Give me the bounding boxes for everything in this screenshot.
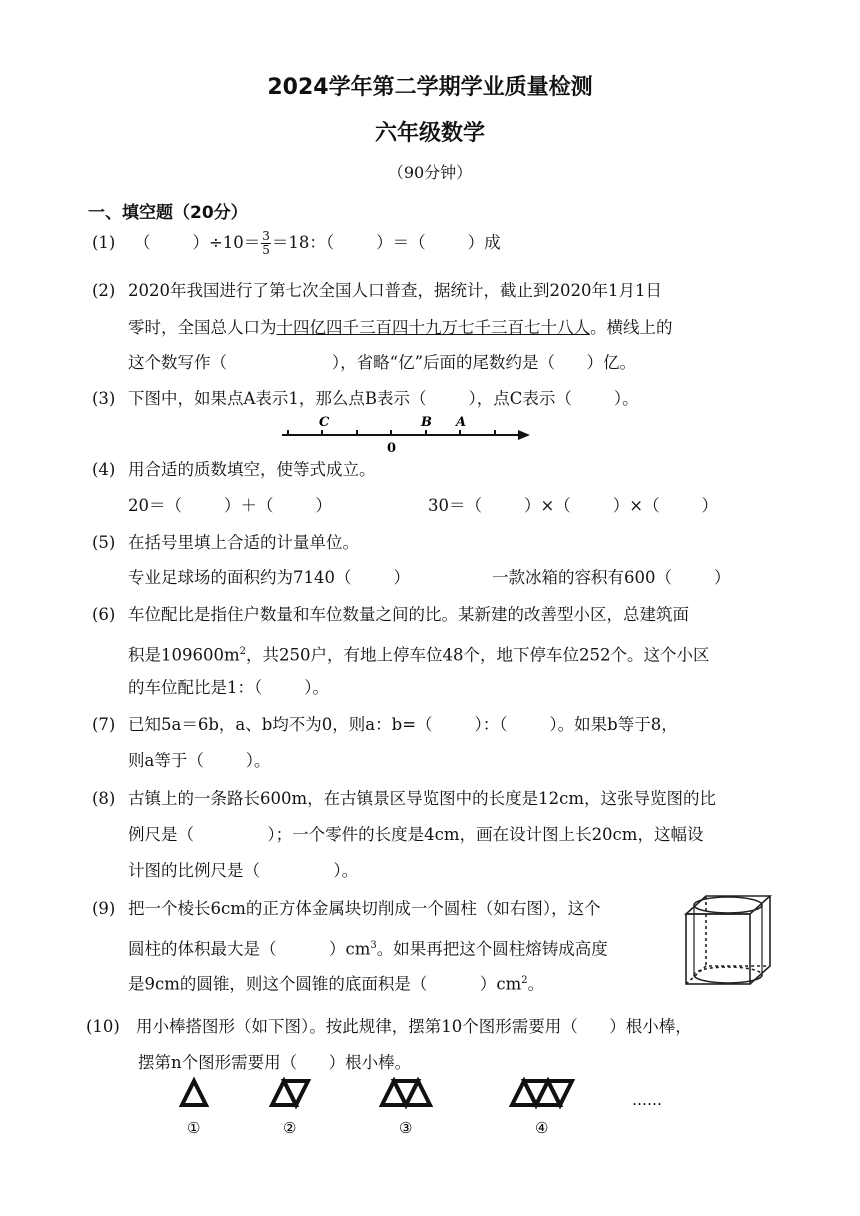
q9-line3-pre: 是9cm的圆锥，则这个圆锥的底面积是（ ）cm [128,974,522,994]
figure-label-3: ③ [399,1119,413,1137]
stick-figure-1 [182,1081,206,1105]
stick-triangle [548,1081,572,1105]
number-line-arrow [518,430,530,440]
stick-triangle-figures [170,1075,690,1165]
q1-pre: （ ）÷10＝ [134,233,261,252]
q5-left: 专业足球场的面积约为7140（ ） [128,568,410,587]
point-b-label: B [421,415,432,430]
q9-line2-post: 。如果再把这个圆柱熔铸成高度 [376,939,608,959]
q4-left-equation: 20＝（ ）＋（ ） [128,496,332,515]
section-heading: 一、填空题（20分） [88,203,248,223]
q2-line2-pre: 零时，全国总人口为 [128,318,277,337]
q2-number: (2) [92,281,116,300]
q8-number: (8) [92,789,116,808]
exam-duration: （90分钟） [387,163,473,182]
q8-line1: 古镇上的一条路长600m，在古镇景区导览图中的长度是12cm，这张导览图的比 [128,789,717,808]
q6-number: (6) [92,605,116,624]
zero-label: 0 [387,441,397,456]
q2-population-text: 十四亿四千三百四十九万七千三百七十八人 [276,318,590,337]
q9-line2-pre: 圆柱的体积最大是（ ）cm [128,939,371,959]
q10-number: (10) [86,1017,120,1036]
cube-hidden-edges [686,966,770,984]
stick-figure-2 [272,1081,308,1105]
q3-text: 下图中，如果点A表示1，那么点B表示（ ），点C表示（ ）。 [128,389,639,408]
q2-line3: 这个数写作（ ），省略“亿”后面的尾数约是（ ）亿。 [128,353,636,372]
q1-text [134,229,501,257]
stick-triangle [182,1081,206,1105]
q9-number: (9) [92,899,116,918]
q3-number: (3) [92,389,116,408]
q7-number: (7) [92,715,116,734]
q5-number: (5) [92,533,116,552]
q2-line2-post: 。横线上的 [590,318,673,337]
q5-right: 一款冰箱的容积有600（ ） [492,568,731,587]
q3-number-line [270,410,540,458]
ellipsis: …… [632,1091,662,1109]
q2-line2 [128,318,673,338]
q4-line1: 用合适的质数填空，使等式成立。 [128,460,376,479]
q8-line3: 计图的比例尺是（ ）。 [128,861,359,880]
q10-line2: 摆第n个图形需要用（ ）根小棒。 [138,1053,412,1072]
q9-line3 [128,971,544,995]
q6-line2 [128,642,710,666]
q6-superscript: 2 [239,646,247,657]
q9-superscript-2: 2 [521,975,528,986]
stick-figure-4 [512,1081,572,1105]
q10-line1: 用小棒搭图形（如下图）。按此规律，摆第10个图形需要用（ ）根小棒， [136,1017,692,1036]
stick-figure-3 [382,1081,430,1105]
q8-line2: 例尺是（ ）；一个零件的长度是4cm，画在设计图上长20cm，这幅设 [128,825,704,844]
q1-post: ＝18：（ ）＝（ ）成 [271,233,501,252]
q9-superscript-3: 3 [370,940,377,951]
q9-line3-post: 。 [527,974,545,994]
q1-number: (1) [92,233,116,252]
q1-fraction [261,230,271,257]
q9-line1: 把一个棱长6cm的正方体金属块切削成一个圆柱（如右图），这个 [128,899,601,918]
cube-top-face [686,896,770,914]
figure-label-4: ④ [535,1119,549,1137]
q4-right-equation: 30＝（ ）×（ ）×（ ） [428,496,719,515]
cylinder-top [694,897,762,913]
cube-right-face [750,896,770,984]
q2-line1: 2020年我国进行了第七次全国人口普查，据统计，截止到2020年1月1日 [128,281,662,300]
q5-line1: 在括号里填上合适的计量单位。 [128,533,359,552]
q7-line2: 则a等于（ ）。 [128,751,271,770]
stick-triangle [284,1081,308,1105]
q6-line1: 车位配比是指住户数量和车位数量之间的比。某新建的改善型小区，总建筑面 [128,605,689,624]
q1-frac-num: 3 [262,229,270,243]
figure-label-1: ① [187,1119,201,1137]
q7-line1: 已知5a＝6b，a、b均不为0，则a：b=（ ）：（ ）。如果b等于8， [128,715,678,734]
point-a-label: A [456,415,467,430]
exam-subtitle: 六年级数学 [374,121,485,146]
q6-line2-pre: 积是109600m [128,645,240,665]
figure-label-2: ② [283,1119,297,1137]
point-c-label: C [319,415,330,430]
exam-title: 2024学年第二学期学业质量检测 [267,75,593,100]
stick-triangle [406,1081,430,1105]
q6-line3: 的车位配比是1：（ ）。 [128,678,329,697]
q1-frac-den: 5 [262,243,270,257]
cube-cylinder-figure [682,890,778,990]
q6-line2-post: ，共250户，有地上停车位48个，地下停车位252个。这个小区 [246,645,710,665]
q4-number: (4) [92,460,116,479]
q9-line2 [128,936,608,960]
